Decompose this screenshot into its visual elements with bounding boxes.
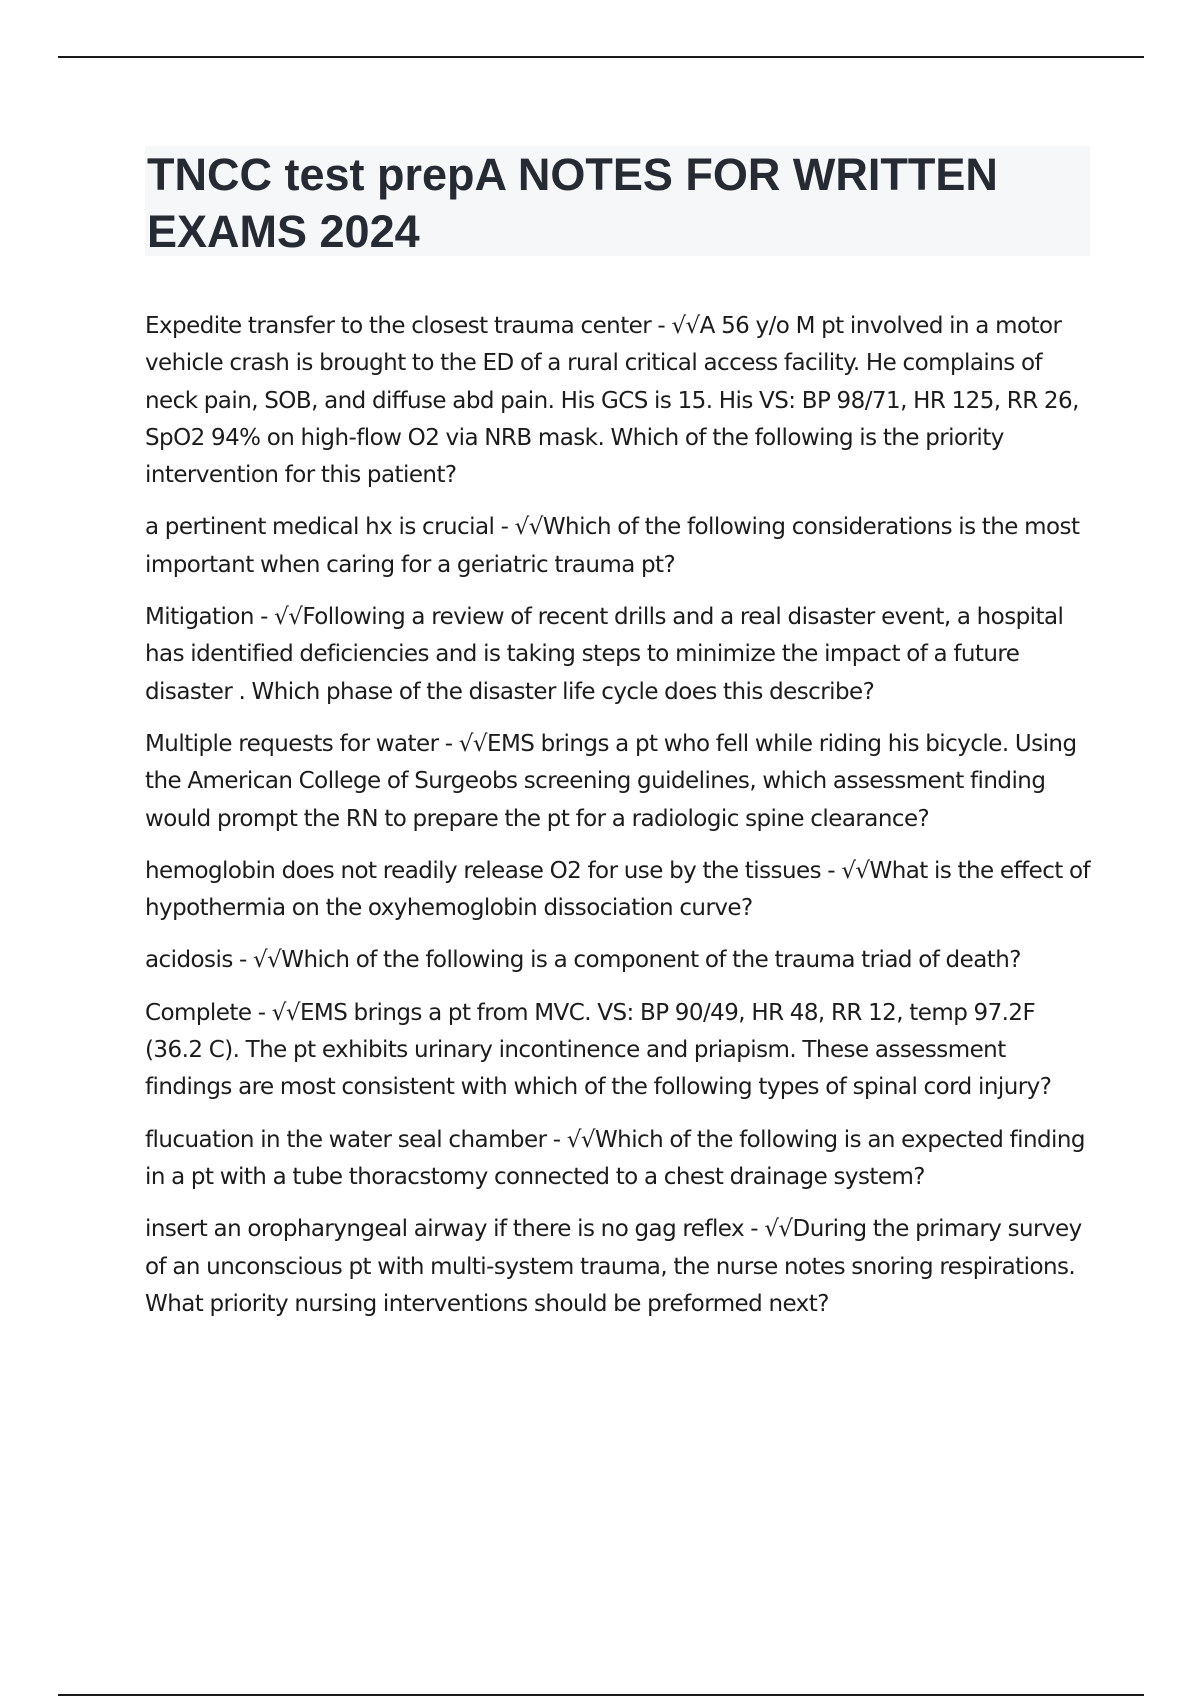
question-text: Which of the following considerations is the most important when caring for a geriatric trauma pt? bbox=[145, 514, 1080, 578]
separator-mark: - √√ bbox=[232, 947, 282, 974]
question-text: Which of the following is a component of the trauma triad of death? bbox=[281, 947, 1021, 974]
note-entry bbox=[145, 599, 1095, 711]
answer-text: Expedite transfer to the closest trauma center bbox=[145, 313, 652, 339]
notes-list bbox=[145, 308, 1095, 1338]
note-entry bbox=[145, 1211, 1095, 1323]
separator-mark: - √√ bbox=[494, 514, 543, 541]
note-entry bbox=[145, 942, 1095, 979]
answer-text: Complete bbox=[145, 999, 252, 1026]
separator-mark: - √√ bbox=[651, 313, 700, 339]
answer-text: a pertinent medical hx is crucial bbox=[145, 514, 495, 541]
note-entry bbox=[145, 509, 1095, 584]
question-text: Which of the following is an expected finding in a pt with a tube thoracstomy connected to a chest drainage system? bbox=[145, 1126, 1085, 1190]
question-text: A 56 y/o M pt involved in a motor vehicle crash is brought to the ED of a rural critical access facility. He complains of neck pain, SOB, and diffuse abd pain. His GCS is 15. His VS: BP 98/71, HR 125, RR 26, SpO2 94% on high-flow O2 via NRB mask. Which of the following is the priority intervention for this patient? bbox=[145, 313, 1079, 489]
question-text: During the primary survey of an unconscious pt with multi-system trauma, the nurse notes snoring respirations. What priority nursing interventions should be preformed next? bbox=[145, 1216, 1082, 1317]
footer-rule bbox=[58, 1694, 1144, 1696]
answer-text: insert an oropharyngeal airway if there is no gag reflex bbox=[145, 1216, 745, 1243]
page-title: TNCC test prepA NOTES FOR WRITTEN EXAMS 2024 bbox=[147, 149, 998, 257]
question-text: Following a review of recent drills and a real disaster event, a hospital has identified deficiencies and is taking steps to minimize the impact of a future disaster . Which phase of the disaster life cycle does this describe? bbox=[145, 604, 1064, 705]
answer-text: Multiple requests for water bbox=[145, 730, 439, 757]
note-entry bbox=[145, 726, 1095, 838]
separator-mark: - √√ bbox=[251, 999, 300, 1026]
header-rule bbox=[58, 56, 1144, 58]
answer-text: hemoglobin does not readily release O2 for use by the tissues bbox=[145, 857, 822, 884]
separator-mark: - √√ bbox=[438, 730, 487, 757]
question-text: EMS brings a pt who fell while riding his bicycle. Using the American College of Surgeobs screening guidelines, which assessment finding would prompt the RN to prepare the pt for a radiologic spine clearance? bbox=[145, 730, 1077, 832]
note-entry bbox=[145, 853, 1095, 928]
note-entry bbox=[145, 1122, 1095, 1197]
separator-mark: - √√ bbox=[253, 604, 303, 631]
note-entry bbox=[145, 995, 1095, 1107]
separator-mark: - √√ bbox=[546, 1126, 595, 1153]
answer-text: Mitigation bbox=[145, 604, 254, 631]
answer-text: flucuation in the water seal chamber bbox=[145, 1126, 547, 1153]
separator-mark: - √√ bbox=[821, 857, 870, 884]
answer-text: acidosis bbox=[145, 947, 233, 974]
question-text: What is the effect of hypothermia on the oxyhemoglobin dissociation curve? bbox=[145, 857, 1091, 922]
note-entry bbox=[145, 308, 1095, 494]
question-text: EMS brings a pt from MVC. VS: BP 90/49, HR 48, RR 12, temp 97.2F (36.2 C). The pt exhibits urinary incontinence and priapism. These assessment findings are most consistent with which of the following types of spinal cord injury? bbox=[145, 999, 1052, 1101]
separator-mark: - √√ bbox=[744, 1216, 793, 1243]
